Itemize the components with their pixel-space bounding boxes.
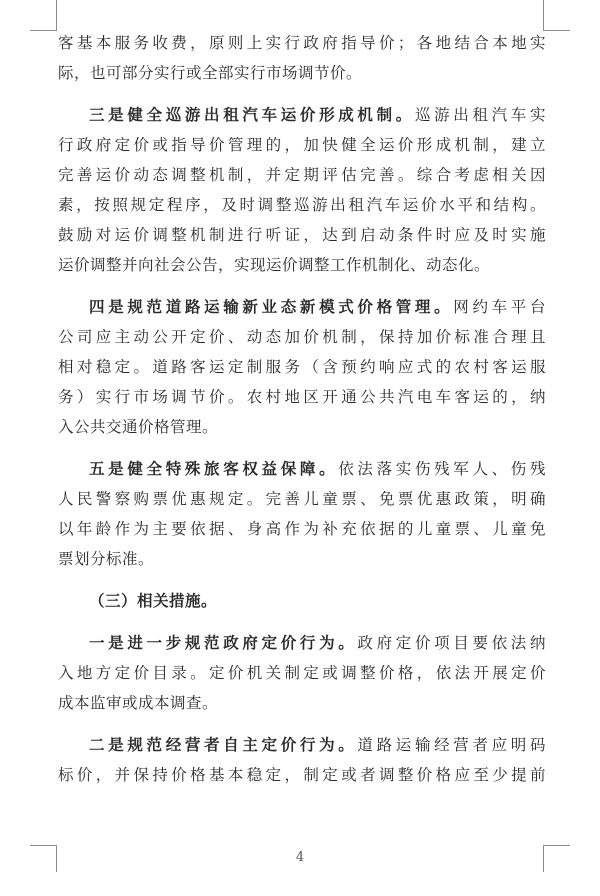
text-line: 行政府定价或指导价管理的，加快健全运价形成机制，建立 — [58, 136, 546, 154]
crop-mark-top-right — [543, 0, 570, 31]
text-line: 票划分标准。 — [58, 550, 155, 568]
text-line: 五是健全特殊旅客权益保障。依法落实伤残军人、伤残 — [89, 459, 546, 478]
paragraph-government-pricing — [58, 628, 546, 718]
text-line: 以年龄作为主要依据、身高作为补充依据的儿童票、儿童免 — [58, 520, 546, 538]
text-line: 相对稳定。道路客运定制服务（含预约响应式的农村客运服 — [58, 358, 546, 376]
text-line: 客基本服务收费，原则上实行政府指导价；各地结合本地实 — [58, 34, 546, 52]
text-line: 二是规范经营者自主定价行为。道路运输经营者应明码 — [89, 735, 546, 754]
text-line: 公司应主动公开定价、动态加价机制，保持加价标准合理且 — [58, 328, 546, 346]
text-line: 标价，并保持价格基本稳定，制定或者调整价格应至少提前 — [58, 766, 546, 784]
section-title: （三）相关措施。 — [89, 591, 218, 610]
text-line: 际，也可部分实行或全部实行市场调节价。 — [58, 64, 363, 82]
paragraph-new-business — [58, 292, 546, 442]
page-number: 4 — [295, 850, 305, 865]
text-line: 三是健全巡游出租汽车运价形成机制。巡游出租汽车实 — [89, 105, 546, 124]
section-heading — [58, 586, 546, 616]
paragraph-heading: 二是规范经营者自主定价行为。 — [89, 735, 358, 754]
text-line: 运价调整并向社会公告，实现运价调整工作机制化、动态化。 — [58, 256, 491, 274]
text-line: 一是进一步规范政府定价行为。政府定价项目要依法纳 — [89, 633, 546, 652]
text-line: 四是规范道路运输新业态新模式价格管理。网约车平台 — [89, 297, 546, 316]
text-line: 入公共交通价格管理。 — [58, 418, 219, 436]
text-line: 完善运价动态调整机制，并定期评估完善。综合考虑相关因 — [58, 166, 546, 184]
text-line: 务）实行市场调节价。农村地区开通公共汽电车客运的，纳 — [58, 388, 546, 406]
paragraph-taxi-fare — [58, 100, 546, 280]
text-line: 素，按照规定程序，及时调整巡游出租汽车运价水平和结构。 — [58, 196, 546, 214]
paragraph-operator-pricing — [58, 730, 546, 790]
paragraph-special-passengers — [58, 454, 546, 574]
paragraph-intro — [58, 28, 546, 88]
crop-mark-top-left — [30, 0, 57, 31]
document-body — [58, 28, 546, 790]
text-line: 鼓励对运价调整机制进行听证，达到启动条件时应及时实施 — [58, 226, 546, 244]
paragraph-heading: 三是健全巡游出租汽车运价形成机制。 — [89, 105, 415, 124]
text-line: 入地方定价目录。定价机关制定或调整价格，依法开展定价 — [58, 664, 546, 682]
paragraph-heading: 五是健全特殊旅客权益保障。 — [89, 459, 339, 478]
paragraph-heading: 一是进一步规范政府定价行为。 — [89, 633, 358, 652]
text-line: 成本监审或成本调查。 — [58, 694, 219, 712]
paragraph-heading: 四是规范道路运输新业态新模式价格管理。 — [89, 297, 454, 316]
text-line: 人民警察购票优惠规定。完善儿童票、免票优惠政策，明确 — [58, 490, 546, 508]
text-line — [58, 586, 546, 616]
